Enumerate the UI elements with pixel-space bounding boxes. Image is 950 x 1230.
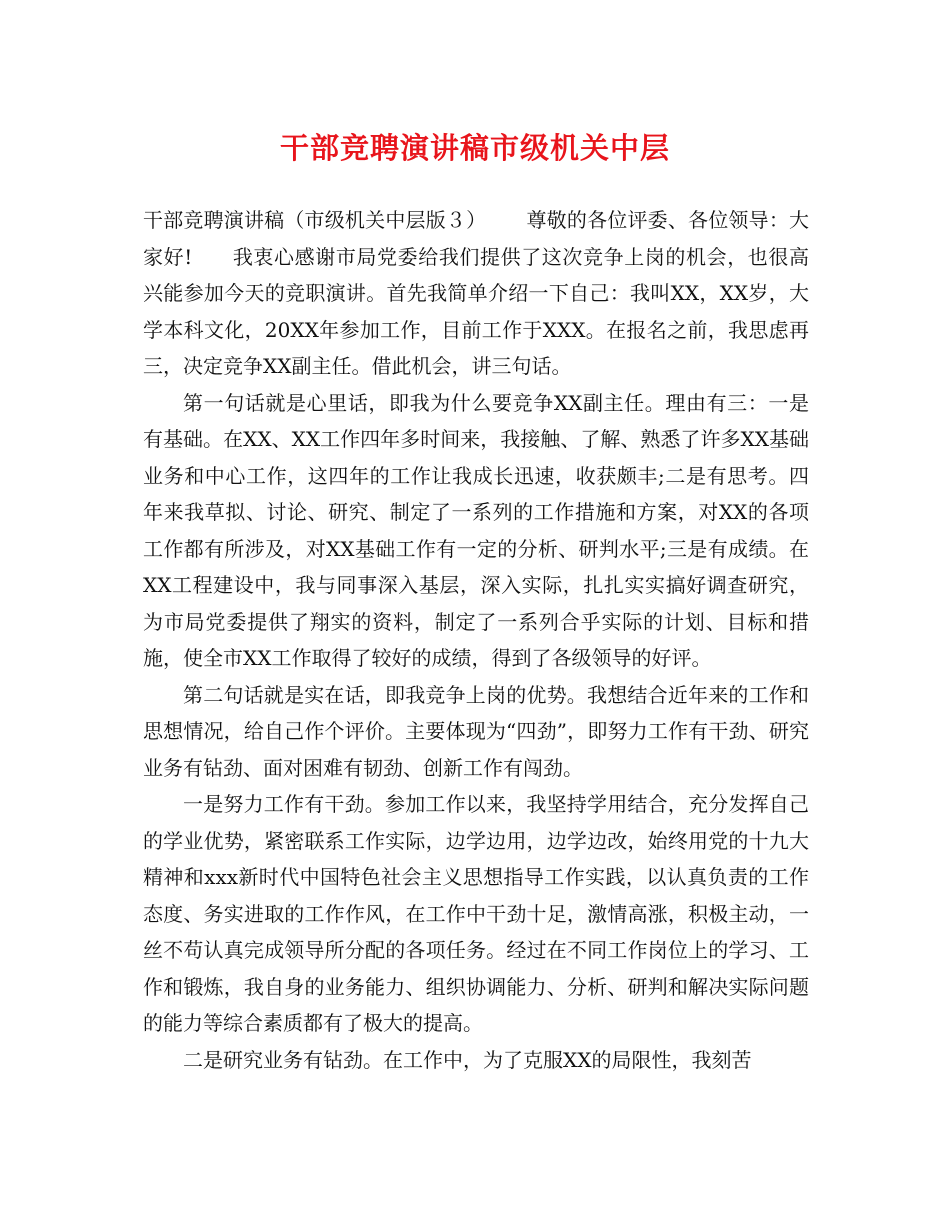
paragraph-2: 第一句话就是心里话，即我为什么要竞争XX副主任。理由有三：一是有基础。在XX、XX工作四年多时间来，我接触、了解、熟悉了许多XX基础业务和中心工作，这四年的工作让我成长迅速，收获颇丰;二是有思考。四年来我草拟、讨论、研究、制定了一系列的工作措施和方案，对XX的各项工作都有所涉及，对XX基础工作有一定的分析、研判水平;三是有成绩。在XX工程建设中，我与同事深入基层，深入实际，扎扎实实搞好调查研究，为市局党委提供了翔实的资料，制定了一系列合乎实际的计划、目标和措施，使全市XX工作取得了较好的成绩，得到了各级领导的好评。	[143, 390, 809, 670]
paragraph-5: 二是研究业务有钻劲。在工作中，为了克服XX的局限性，我刻苦	[183, 1047, 752, 1072]
paragraph-1-lead: 干部竞聘演讲稿（市级机关中层版３）	[143, 208, 487, 232]
paragraph-1-text: 我衷心感谢市局党委给我们提供了这次竞争上岗的机会，也很高兴能参加今天的竞职演讲。首先我简单介绍一下自己：我叫XX，XX岁，大学本科文化，20XX年参加工作，目前工作于XXX。在报名之前，我思虑再三，决定竞争XX副主任。借此机会，讲三句话。	[143, 244, 809, 378]
document-body	[143, 202, 809, 1078]
paragraph-1	[143, 202, 809, 385]
document-title: 干部竞聘演讲稿市级机关中层	[279, 131, 670, 165]
paragraph-3: 第二句话就是实在话，即我竞争上岗的优势。我想结合近年来的工作和思想情况，给自己作个评价。主要体现为“四劲”，即努力工作有干劲、研究业务有钻劲、面对困难有韧劲、创新工作有闯劲。	[143, 682, 809, 780]
paragraph-4: 一是努力工作有干劲。参加工作以来，我坚持学用结合，充分发挥自己的学业优势，紧密联系工作实际，边学边用，边学边改，始终用党的十九大精神和xxx新时代中国特色社会主义思想指导工作实践，以认真负责的工作态度、务实进取的工作作风，在工作中干劲十足，激情高涨，积极主动，一丝不苟认真完成领导所分配的各项任务。经过在不同工作岗位上的学习、工作和锻炼，我自身的业务能力、组织协调能力、分析、研判和解决实际问题的能力等综合素质都有了极大的提高。	[143, 792, 809, 1035]
paragraph-1-salutation: 尊敬的各位评委、各位领导：大家好!	[143, 208, 810, 269]
